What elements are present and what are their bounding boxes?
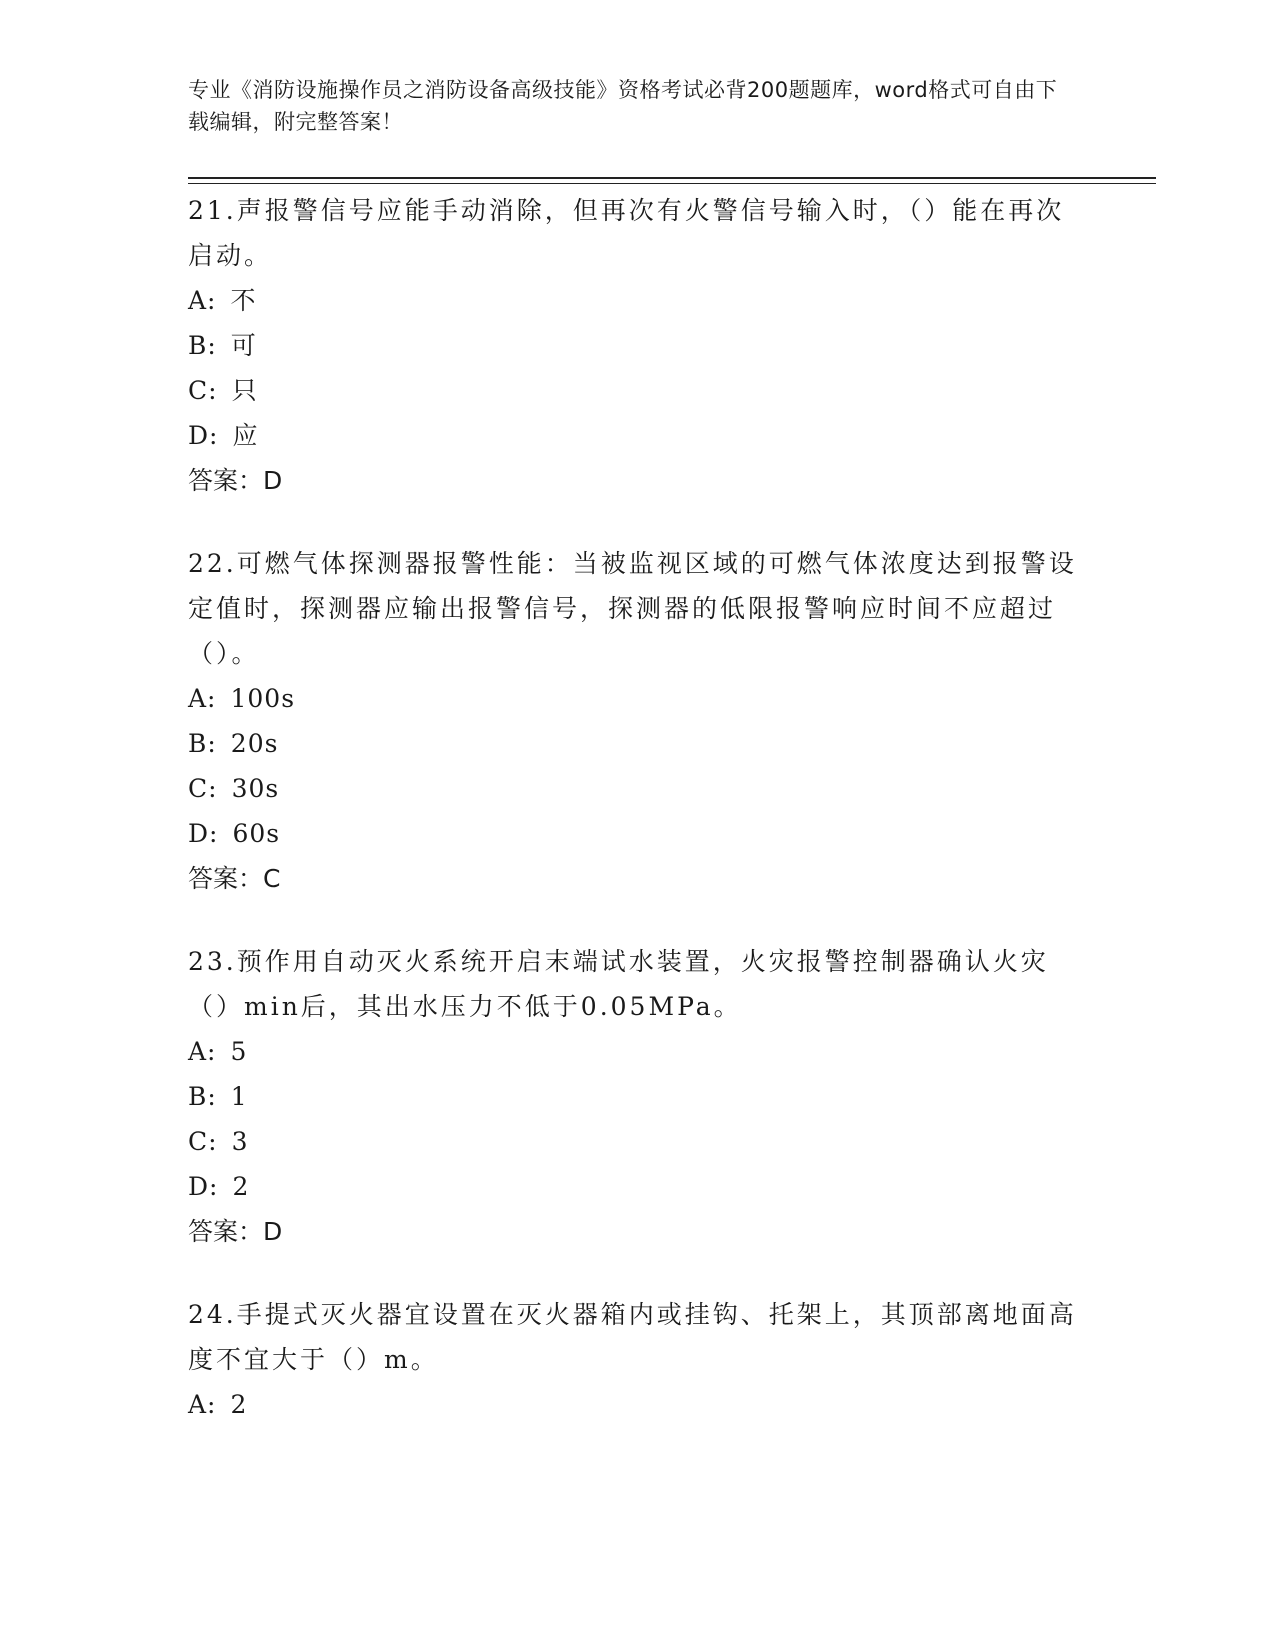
answer: 答案：C [188, 864, 281, 893]
option-c [188, 368, 1088, 413]
option-letter: A: [188, 1037, 217, 1066]
option-c [188, 1119, 1088, 1164]
question-21 [188, 188, 1088, 503]
option-letter: B: [188, 331, 217, 360]
option-a [188, 1382, 1088, 1427]
document-header: 专业《消防设施操作员之消防设备高级技能》资格考试必背200题题库，word格式可自由下载编辑，附完整答案！ [188, 78, 1058, 134]
question-text: 24.手提式灭火器宜设置在灭火器箱内或挂钩、托架上，其顶部离地面高度不宜大于（）m。 [188, 1300, 1077, 1374]
option-letter: C: [188, 376, 218, 405]
option-text: 2 [232, 1172, 250, 1201]
question-text: 23.预作用自动灭火系统开启末端试水装置，火灾报警控制器确认火灾（）min后，其出水压力不低于0.05MPa。 [188, 947, 1049, 1021]
question-text: 22.可燃气体探测器报警性能：当被监视区域的可燃气体浓度达到报警设定值时，探测器应输出报警信号，探测器的低限报警响应时间不应超过（）。 [188, 549, 1077, 668]
option-text: 100s [230, 684, 296, 713]
option-text: 可 [230, 331, 257, 360]
answer: 答案：D [188, 466, 283, 495]
option-b [188, 721, 1088, 766]
option-text: 只 [231, 376, 258, 405]
header-divider-thin [188, 183, 1156, 184]
option-letter: B: [188, 1082, 217, 1111]
option-letter: D: [188, 1172, 219, 1201]
option-d [188, 1164, 1088, 1209]
option-text: 2 [230, 1390, 248, 1419]
option-letter: D: [188, 819, 219, 848]
option-text: 20s [230, 729, 279, 758]
option-text: 5 [230, 1037, 248, 1066]
answer: 答案：D [188, 1217, 283, 1246]
option-b [188, 1074, 1088, 1119]
question-list [188, 188, 1088, 1465]
option-text: 不 [230, 286, 257, 315]
question-text: 21.声报警信号应能手动消除，但再次有火警信号输入时，（）能在再次启动。 [188, 196, 1065, 270]
question-22 [188, 541, 1088, 901]
option-letter: A: [188, 286, 217, 315]
option-letter: D: [188, 421, 219, 450]
option-text: 30s [231, 774, 280, 803]
option-text: 60s [232, 819, 281, 848]
option-c [188, 766, 1088, 811]
option-a [188, 676, 1088, 721]
option-b [188, 323, 1088, 368]
option-text: 3 [231, 1127, 249, 1156]
option-letter: C: [188, 774, 218, 803]
question-23 [188, 939, 1088, 1254]
header-divider-thick [188, 177, 1156, 179]
question-24 [188, 1292, 1088, 1427]
option-text: 1 [230, 1082, 248, 1111]
option-letter: A: [188, 1390, 217, 1419]
option-letter: A: [188, 684, 217, 713]
option-a [188, 278, 1088, 323]
option-letter: B: [188, 729, 217, 758]
option-letter: C: [188, 1127, 218, 1156]
option-text: 应 [232, 421, 259, 450]
option-d [188, 811, 1088, 856]
option-d [188, 413, 1088, 458]
option-a [188, 1029, 1088, 1074]
